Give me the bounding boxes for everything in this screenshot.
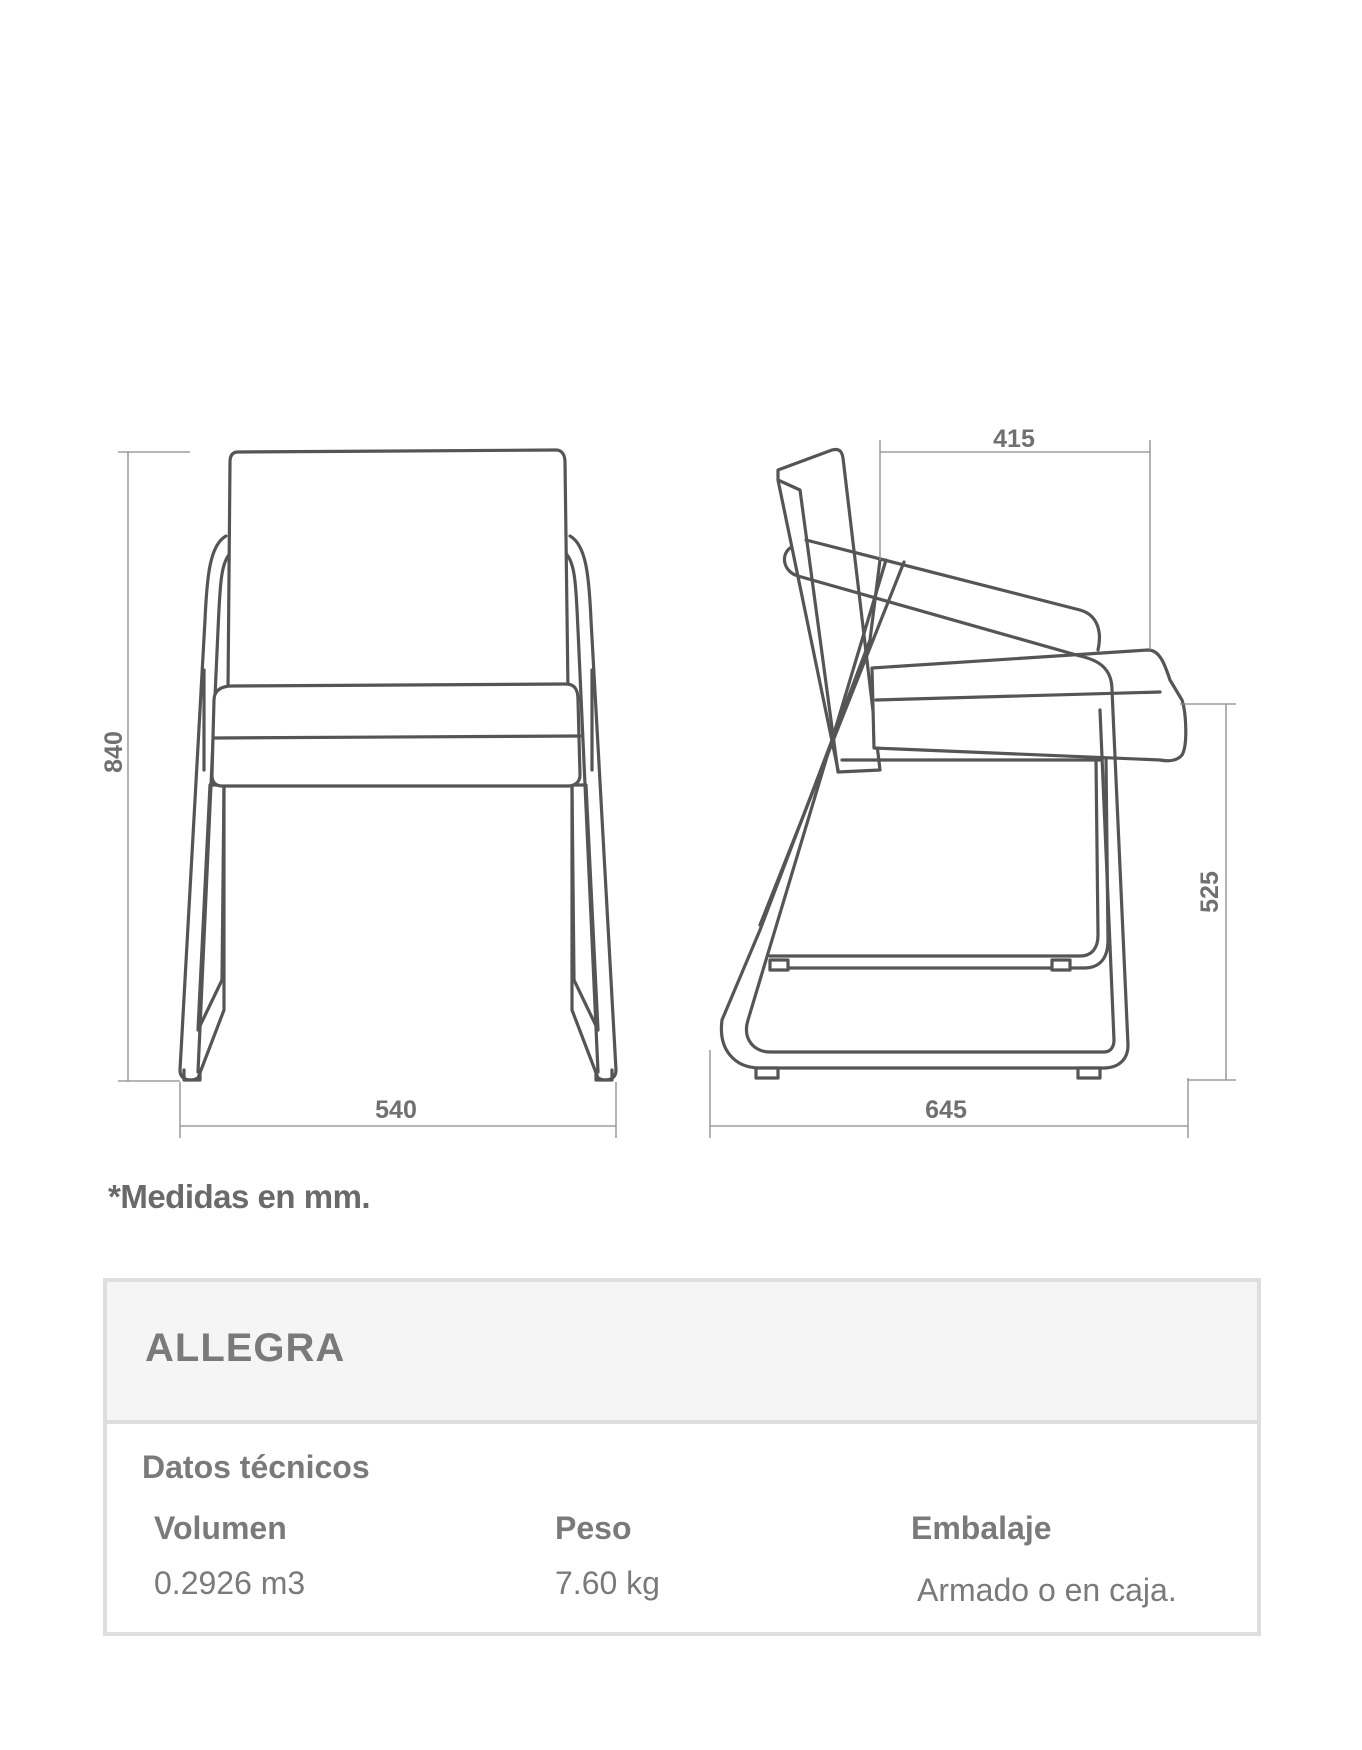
label-840: 840 xyxy=(100,731,128,773)
spec-table xyxy=(103,1278,1261,1636)
dimension-front-width xyxy=(180,1082,616,1138)
label-525: 525 xyxy=(1196,871,1224,913)
units-note: *Medidas en mm. xyxy=(108,1178,371,1215)
label-540: 540 xyxy=(375,1096,417,1124)
spec-label-peso: Peso xyxy=(555,1510,632,1546)
chair-side-view xyxy=(721,449,1185,1078)
spec-value-peso: 7.60 kg xyxy=(555,1565,660,1601)
dimension-height xyxy=(100,452,190,1081)
section-title: Datos técnicos xyxy=(142,1449,370,1485)
dimension-seat-height xyxy=(1180,704,1236,1080)
product-name: ALLEGRA xyxy=(145,1326,346,1370)
dimension-side-depth xyxy=(710,1050,1188,1138)
spec-value-embalaje: Armado o en caja. xyxy=(917,1572,1177,1608)
spec-value-volumen: 0.2926 m3 xyxy=(154,1565,306,1601)
spec-header xyxy=(107,1282,1257,1424)
spec-label-embalaje: Embalaje xyxy=(911,1510,1052,1546)
spec-label-volumen: Volumen xyxy=(154,1510,287,1546)
label-415: 415 xyxy=(993,425,1035,453)
label-645: 645 xyxy=(925,1096,967,1124)
chair-front-view xyxy=(180,450,616,1080)
dimension-seat-depth xyxy=(880,425,1150,650)
